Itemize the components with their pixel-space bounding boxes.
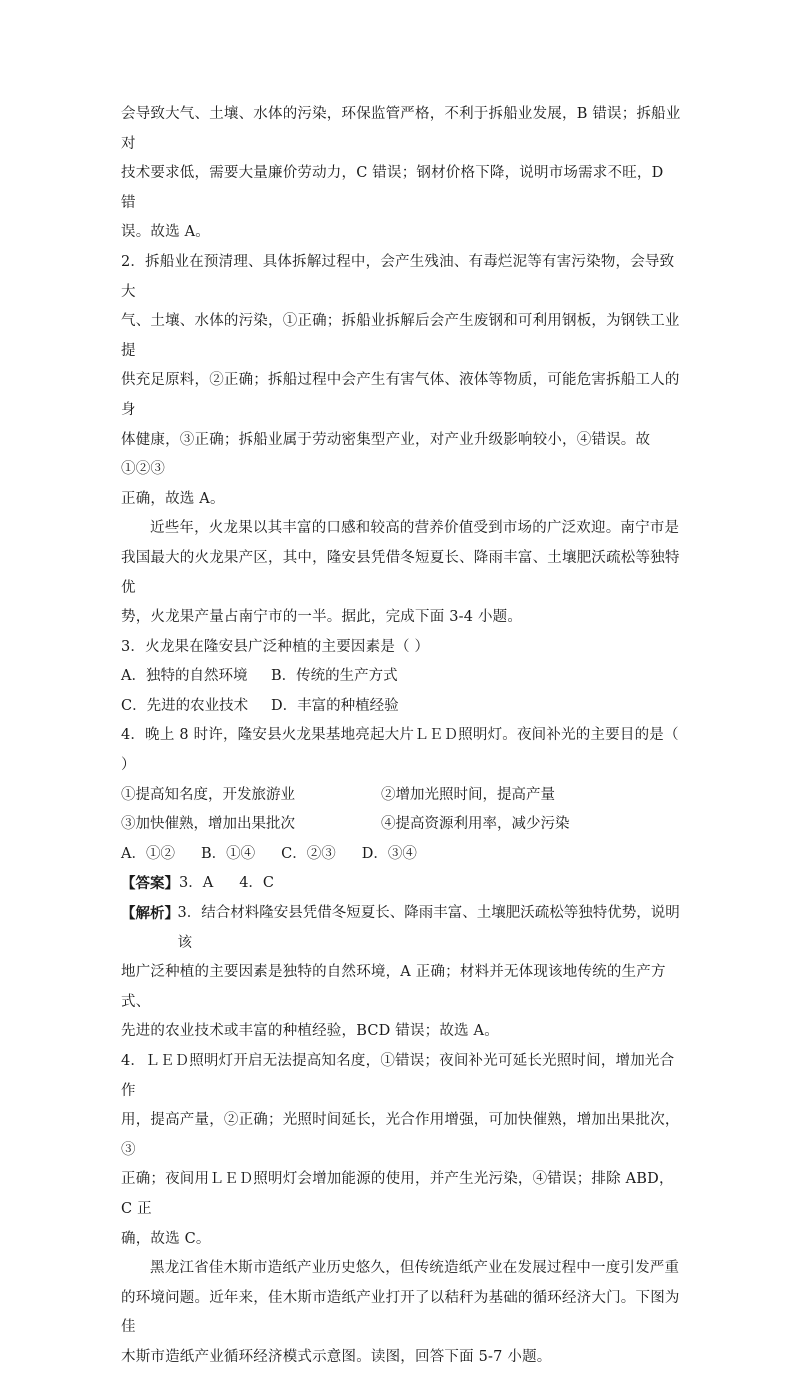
text-line: 会导致大气、土壤、水体的污染，环保监管严格，不利于拆船业发展，B 错误；拆船业对	[121, 106, 681, 152]
option-c: C．先进的农业技术	[121, 697, 249, 714]
option-b: B．①④	[200, 845, 256, 862]
text-line: 供充足原料，②正确；拆船过程中会产生有害气体、液体等物质，可能危害拆船工人的身	[121, 372, 680, 418]
passage-line: 我国最大的火龙果产区，其中，隆安县凭借冬短夏长、降雨丰富、土壤肥沃疏松等独特优	[121, 549, 680, 596]
text-line: 用，提高产量，②正确；光照时间延长，光合作用增强，可加快催熟，增加出果批次，③	[121, 1112, 680, 1158]
analysis-label: 【解析】	[121, 905, 179, 923]
text-line: 先进的农业技术或丰富的种植经验，BCD 错误；故选 A。	[121, 1023, 499, 1040]
document-body	[121, 100, 681, 1373]
text-line: 误。故选 A。	[121, 224, 210, 241]
analysis-text: 3．结合材料隆安县凭借冬短夏长、降雨丰富、土壤肥沃疏松等独特优势，说明该	[177, 905, 680, 951]
option-c: C．②③	[281, 845, 336, 862]
question-4-statements-row-1	[121, 781, 681, 811]
question-3: 3．火龙果在隆安县广泛种植的主要因素是（ ）	[121, 638, 430, 655]
question-3-options-row-1	[121, 662, 681, 692]
text-line: 体健康，③正确；拆船业属于劳动密集型产业，对产业升级影响较小，④错误。故①②③	[121, 431, 651, 478]
answer-4: 4．C	[239, 875, 275, 892]
question-4-statements-row-2	[121, 810, 681, 840]
passage-line: 势，火龙果产量占南宁市的一半。据此，完成下面 3-4 小题。	[121, 609, 523, 626]
statement-2: ②增加光照时间，提高产量	[381, 786, 555, 803]
text-line: 2．拆船业在预清理、具体拆解过程中，会产生残油、有毒烂泥等有害污染物，会导致大	[121, 253, 675, 300]
analysis-first-line	[121, 899, 681, 958]
text-line: 4．ＬＥＤ照明灯开启无法提高知名度，①错误；夜间补光可延长光照时间，增加光合作	[121, 1053, 675, 1099]
passage-line: 木斯市造纸产业循环经济模式示意图。读图，回答下面 5-7 小题。	[121, 1348, 552, 1365]
passage-line: 近些年，火龙果以其丰富的口感和较高的营养价值受到市场的广泛欢迎。南宁市是	[150, 520, 680, 537]
answer-label: 【答案】	[121, 875, 179, 893]
text-line: 地广泛种植的主要因素是独特的自然环境，A 正确；材料并无体现该地传统的生产方式、	[121, 964, 666, 1010]
statement-1: ①提高知名度，开发旅游业	[121, 786, 295, 803]
text-line: 确，故选 C。	[121, 1230, 211, 1247]
text-line: 正确，故选 A。	[121, 490, 225, 507]
option-d: D．③④	[361, 845, 417, 862]
text-line: 气、土壤、水体的污染，①正确；拆船业拆解后会产生废钢和可利用钢板，为钢铁工业提	[121, 313, 680, 359]
option-b: B．传统的生产方式	[271, 668, 398, 685]
passage-line: 的环境问题。近年来，佳木斯市造纸产业打开了以秸秆为基础的循环经济大门。下图为佳	[121, 1289, 680, 1336]
answer-3: 3．A	[179, 875, 214, 892]
option-d: D．丰富的种植经验	[271, 697, 399, 714]
answer-line	[121, 869, 681, 899]
option-a: A．独特的自然环境	[121, 668, 248, 685]
passage-line: 黑龙江省佳木斯市造纸产业历史悠久，但传统造纸产业在发展过程中一度引发严重	[150, 1260, 680, 1277]
text-line: 技术要求低，需要大量廉价劳动力，C 错误；钢材价格下降，说明市场需求不旺，D 错	[121, 165, 664, 211]
statement-4: ④提高资源利用率，减少污染	[381, 816, 570, 833]
question-4-options	[121, 840, 681, 870]
option-a: A．①②	[121, 845, 175, 862]
question-4: 4．晚上 8 时许，隆安县火龙果基地亮起大片ＬＥＤ照明灯。夜间补光的主要目的是（ ）	[121, 727, 679, 774]
statement-3: ③加快催熟，增加出果批次	[121, 816, 295, 833]
question-3-options-row-2	[121, 692, 681, 722]
text-line: 正确；夜间用ＬＥＤ照明灯会增加能源的使用，并产生光污染，④错误；排除 ABD，C 正	[121, 1171, 674, 1217]
